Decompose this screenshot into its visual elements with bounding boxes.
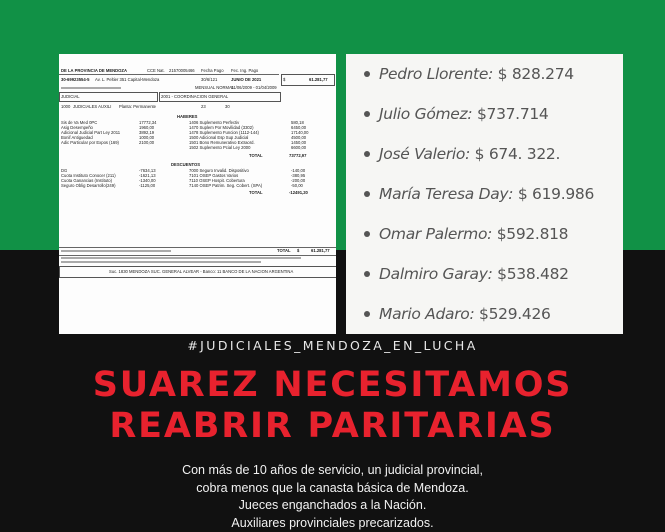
list-item: Omar Palermo: $592.818 bbox=[364, 222, 594, 262]
receipt-bank-line: Suc. 1830 MENDOZA SUC. GENERAL ALVEAR - Banco: 11 BANCO DE LA NACION ARGENTINA bbox=[109, 269, 294, 274]
receipt-haberes-title: HABERES bbox=[177, 114, 198, 119]
receipt-position: JUDICIALES AUXILI bbox=[73, 104, 112, 109]
bullet-icon bbox=[364, 111, 370, 117]
receipt-subtotal-descuentos: -12491,20 bbox=[289, 190, 308, 195]
receipt-total-box: 61.281,77 bbox=[309, 77, 328, 82]
receipt-planta: Planta: Permanente bbox=[119, 104, 157, 109]
receipt-dependencia: 2001 - COORDINACION GENERAL bbox=[161, 94, 229, 99]
list-item: José Valerio: $ 674. 322. bbox=[364, 142, 594, 182]
bullet-icon bbox=[364, 271, 370, 277]
receipt-section: JUDICIAL bbox=[61, 94, 80, 99]
body-line: cobra menos que la canasta básica de Mendoza. bbox=[196, 480, 469, 495]
body-line: Con más de 10 años de servicio, un judicial provincial, bbox=[182, 463, 483, 477]
headline-line-1: SUAREZ NECESITAMOS bbox=[92, 365, 573, 405]
receipt-footer-total: 61.281,77 bbox=[311, 248, 330, 253]
salaries-list-panel bbox=[346, 54, 623, 334]
receipt-descuentos-title: DESCUENTOS bbox=[171, 162, 201, 167]
list-item: Pedro Llorente: $ 828.274 bbox=[364, 62, 594, 102]
receipt-cuit: 30-69923554-5 bbox=[61, 77, 90, 82]
headline-line-2: REABRIR PARITARIAS bbox=[109, 406, 556, 446]
hashtag: #JUDICIALES_MENDOZA_EN_LUCHA bbox=[187, 338, 478, 353]
bullet-icon bbox=[364, 231, 370, 237]
bullet-icon bbox=[364, 191, 370, 197]
salary-receipt-image: DE LA PROVINCIA DE MENDOZA CCE Nat. 21570005466 Fecha Pago Fec. Ing. Pago 30-69923554-5 Av. L. Peltier 351 Capital-Mendoza 30/6/121 JUNIO DE 2021 $ 61.281,77 MENSUAL NORMAL 01/06/2009 - 01/04/2009 JUDICIAL 2001 - COORDINACION GENERAL 1000 JUDICIALES AUXILI Planta: Permanente 23 30 HABERES Sis de Va Med 0PC 17772,34 Asig Desempeño 1960,00 Adicional Judicial Part Ley 2011 3892,19 Bonif Antiguedad 1000,00 Adic Particular por Expos (169) 2100,00 1406 Suplemento Perfectiv 1470 Suplem Por Movilidad (3302) 1478 Suplemento Funcion (1112-144) 1500 Adicional Esp Sup Judicial 1501 Bono Remunerativo Extraord. 1502 Suplemento Pcial Ley 2000 580,18 6450,00 17140,00 4500,00 1450,00 6600,00 TOTAL 73772,97 DESCUENTOS DG -7634,13 Cuota Instituto Conocer (211) -1621,13 Cuota Ganancias (Instituto) -1340,00 Seguro Oblig Desarrollo(249) -1125,00 7000 Seguro Invalid. Dispositivo 7101 OSEP Gastos Varios 7110 OSEP Hospit. Cobertura 7140 OSEP Patrim. Seg. Cobert. (SPA) -140,00 -380,95 -200,00 -50,00 TOTAL -12491,20 TOTAL $ 61.281,77 Suc. 1830 MENDOZA SUC. GENERAL ALVEAR - Banco: 11 BANCO DE LA NACION ARGENTINA bbox=[59, 54, 336, 334]
receipt-header: DE LA PROVINCIA DE MENDOZA bbox=[61, 68, 127, 73]
receipt-address: Av. L. Peltier 351 Capital-Mendoza bbox=[95, 77, 160, 82]
body-line: Auxiliares provinciales precarizados. bbox=[231, 515, 434, 530]
bullet-icon bbox=[364, 71, 370, 77]
salaries-list bbox=[364, 62, 594, 342]
list-item: Mario Adaro: $529.426 bbox=[364, 302, 594, 342]
list-item: Dalmiro Garay: $538.482 bbox=[364, 262, 594, 302]
receipt-period: JUNIO DE 2021 bbox=[231, 77, 262, 82]
list-item: María Teresa Day: $ 619.986 bbox=[364, 182, 594, 222]
receipt-subtotal-haberes: 73772,97 bbox=[289, 153, 307, 158]
bullet-icon bbox=[364, 311, 370, 317]
body-line: Jueces enganchados a la Nación. bbox=[238, 498, 427, 512]
list-item: Julio Gómez: $737.714 bbox=[364, 102, 594, 142]
bullet-icon bbox=[364, 151, 370, 157]
body-text bbox=[0, 462, 665, 532]
